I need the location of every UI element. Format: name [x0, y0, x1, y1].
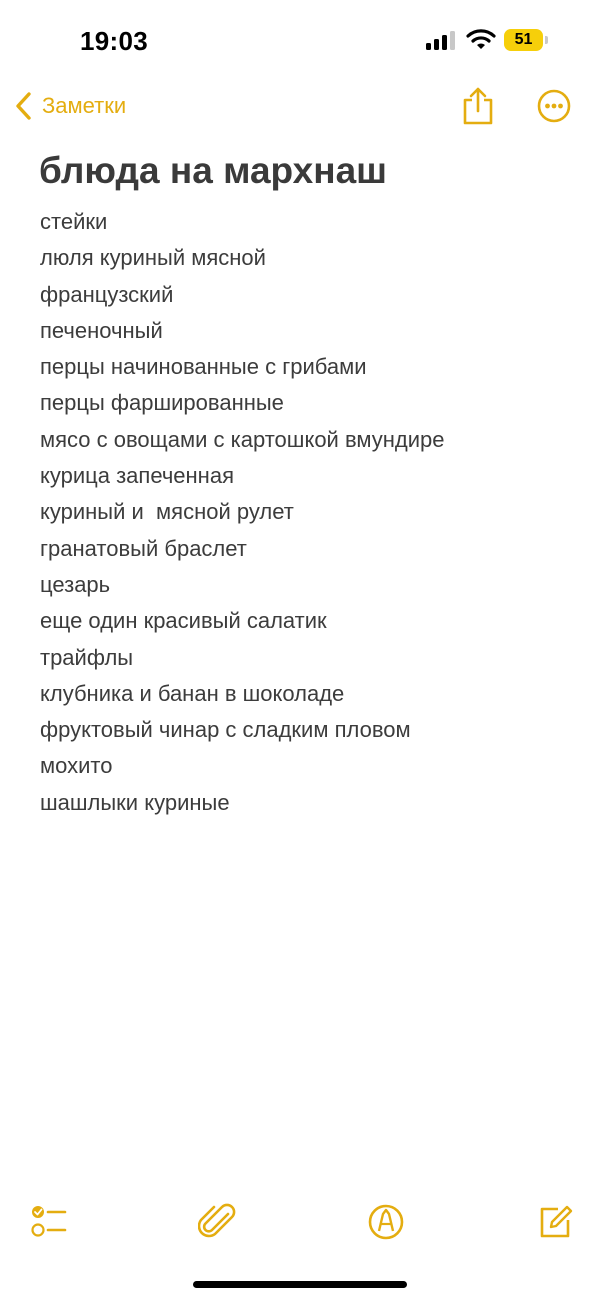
- status-time: 19:03: [80, 26, 148, 56]
- note-line[interactable]: фруктовый чинар с сладким пловом: [40, 717, 411, 743]
- back-label: Заметки: [42, 93, 127, 118]
- note-line[interactable]: шашлыки куриные: [40, 789, 230, 815]
- battery-icon: [504, 29, 548, 51]
- attachment-icon[interactable]: [198, 1202, 238, 1242]
- battery-level: 51: [514, 31, 533, 48]
- note-line[interactable]: цезарь: [40, 571, 111, 597]
- note-line[interactable]: перцы фаршированные: [40, 390, 284, 416]
- note-line[interactable]: курица запеченная: [40, 463, 234, 489]
- markup-pen-icon[interactable]: [366, 1202, 406, 1242]
- wifi-icon: [466, 28, 496, 50]
- home-indicator[interactable]: [193, 1281, 407, 1288]
- checklist-icon[interactable]: [30, 1202, 70, 1242]
- note-line[interactable]: перцы начинованные с грибами: [40, 354, 367, 380]
- compose-icon[interactable]: [535, 1202, 575, 1242]
- note-line[interactable]: еще один красивый салатик: [40, 608, 327, 634]
- more-icon[interactable]: [537, 89, 571, 123]
- note-line[interactable]: мясо с овощами с картошкой вмундире: [40, 426, 445, 452]
- navigation-bar: [0, 80, 600, 136]
- note-line[interactable]: мохито: [40, 753, 113, 779]
- note-body[interactable]: [40, 204, 580, 821]
- note-line[interactable]: французский: [40, 281, 174, 307]
- note-line[interactable]: печеночный: [40, 317, 163, 343]
- status-bar: [0, 0, 600, 80]
- chevron-left-icon: [14, 91, 34, 121]
- note-line[interactable]: трайфлы: [40, 644, 134, 670]
- note-line[interactable]: гранатовый браслет: [40, 535, 247, 561]
- note-title[interactable]: блюда на мархнаш: [39, 150, 388, 191]
- cellular-signal-icon: [426, 30, 456, 50]
- note-line[interactable]: куриный и мясной рулет: [40, 499, 294, 525]
- note-line[interactable]: клубника и банан в шоколаде: [40, 680, 345, 706]
- share-icon[interactable]: [460, 86, 496, 126]
- note-line[interactable]: люля куриный мясной: [40, 245, 266, 271]
- back-button[interactable]: [14, 88, 126, 124]
- note-line[interactable]: стейки: [40, 209, 108, 234]
